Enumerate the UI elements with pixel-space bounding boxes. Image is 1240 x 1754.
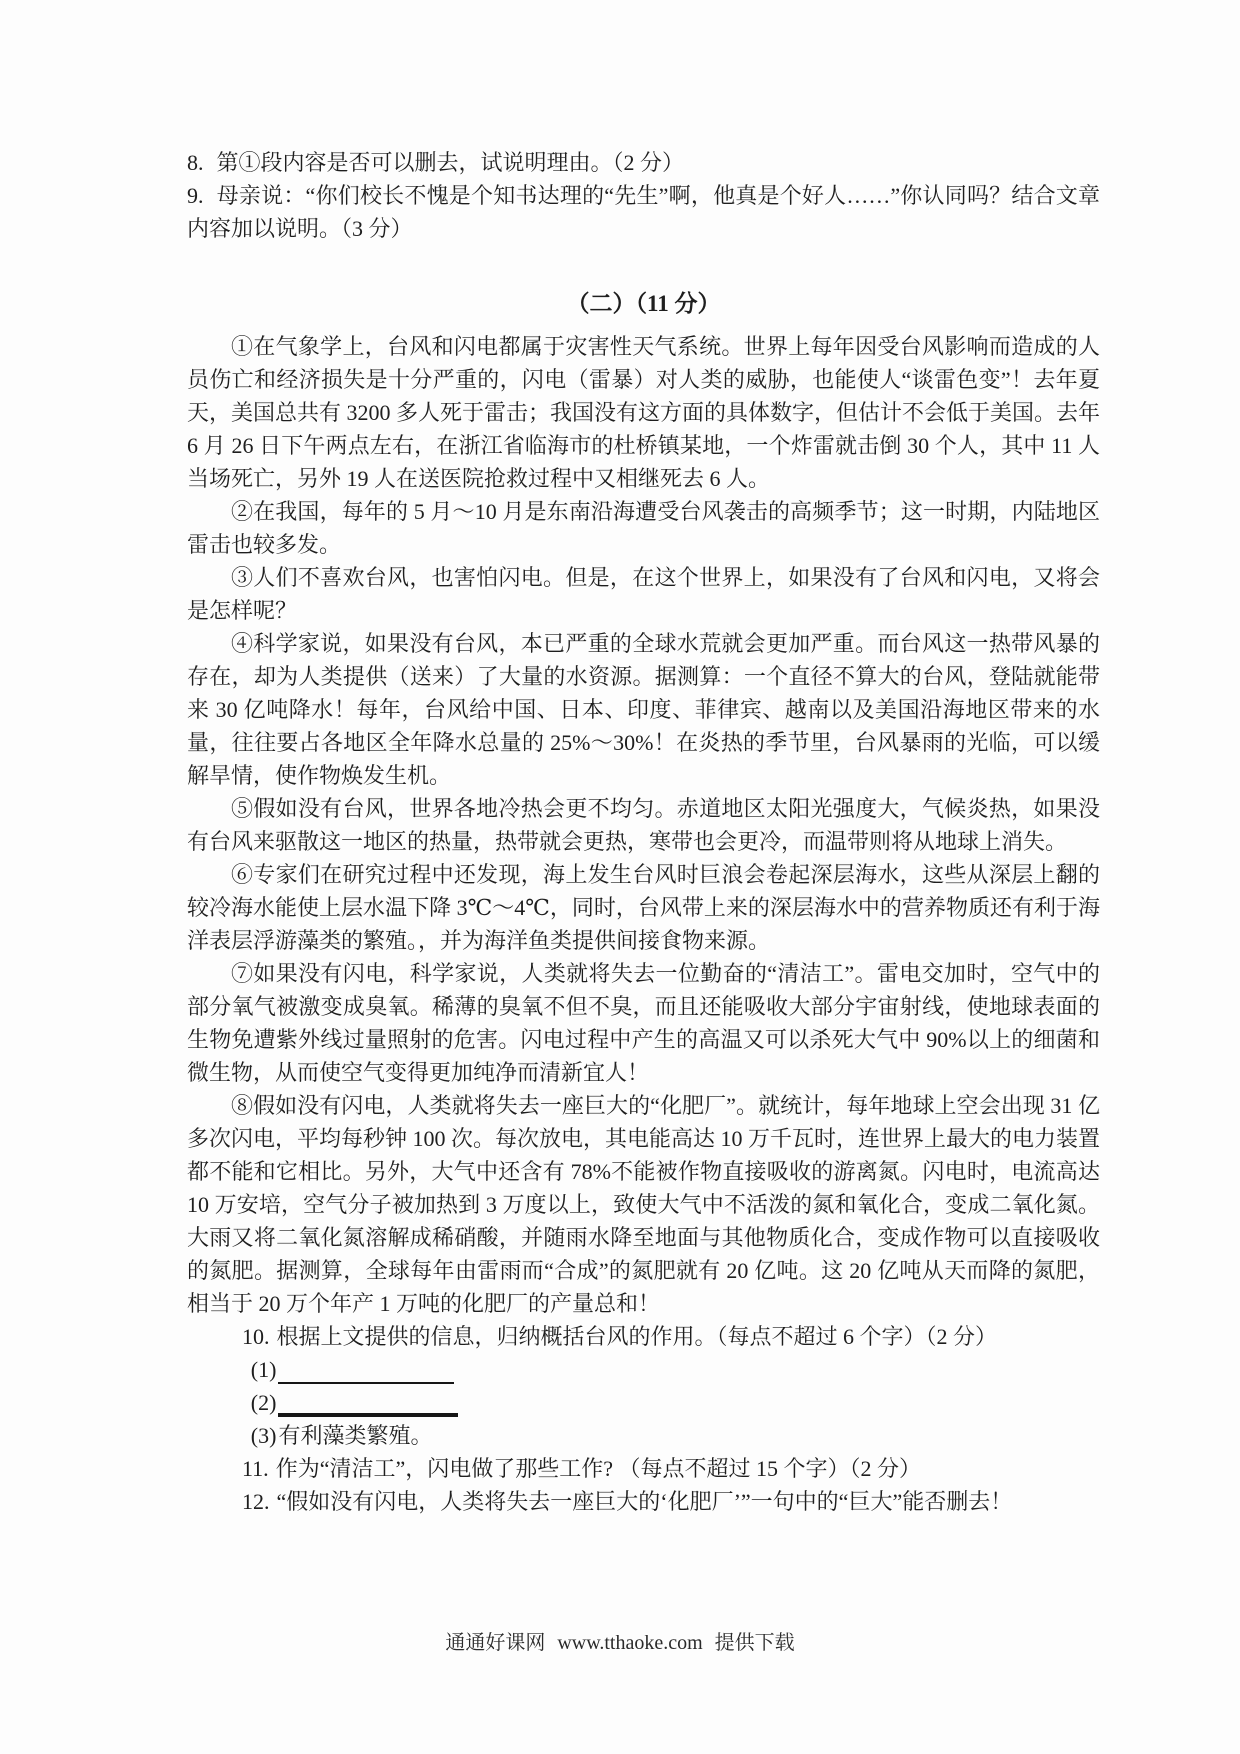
question-10 — [187, 1320, 1100, 1353]
question-12-text: “假如没有闪电，人类将失去一座巨大的‘化肥厂’”一句中的“巨大”能否删去！ — [276, 1489, 1013, 1514]
question-9-number: 9. — [187, 183, 204, 208]
question-8 — [187, 146, 1100, 179]
question-8-text: 第①段内容是否可以删去，试说明理由。（2 分） — [216, 150, 685, 175]
question-9-text: 母亲说：“你们校长不愧是个知书达理的“先生”啊，他真是个好人……”你认同吗？结合文章内容加以说明。（3 分） — [187, 183, 1100, 241]
article-paragraph-7: ⑦如果没有闪电，科学家说，人类就将失去一位勤奋的“清洁工”。雷电交加时，空气中的部分氧气被激变成臭氧。稀薄的臭氧不但不臭，而且还能吸收大部分宇宙射线，使地球表面的生物免遭紫外线过量照射的危害。闪电过程中产生的高温又可以杀死大气中 90%以上的细菌和微生物，从而使空气变得更加纯净而清新宜人！ — [187, 961, 1100, 1085]
question-9 — [187, 179, 1100, 245]
question-8-number: 8. — [187, 150, 204, 175]
question-12-number: 12. — [242, 1489, 270, 1514]
answer-blank-1 — [187, 1353, 1100, 1386]
article-paragraph-1: ①在气象学上，台风和闪电都属于灾害性天气系统。世界上每年因受台风影响而造成的人员伤亡和经济损失是十分严重的，闪电（雷暴）对人类的威胁，也能使人“谈雷色变”！去年夏天，美国总共有 3200 多人死于雷击；我国没有这方面的具体数字，但估计不会低于美国。去年 6 月 26 日下午两点左右，在浙江省临海市的杜桥镇某地，一个炸雷就击倒 30 个人，其中 11 人当场死亡，另外 19 人在送医院抢救过程中又相继死去 6 人。 — [187, 334, 1101, 491]
article-paragraph-2: ②在我国，每年的 5 月～10 月是东南沿海遭受台风袭击的高频季节；这一时期，内陆地区雷击也较多发。 — [187, 499, 1100, 557]
section-heading: （二）（11 分） — [566, 291, 721, 316]
question-10-text: 根据上文提供的信息，归纳概括台风的作用。（每点不超过 6 个字）（2 分） — [276, 1324, 998, 1349]
footer-suffix: 提供下载 — [714, 1632, 795, 1654]
question-11-text: 作为“清洁工”，闪电做了那些工作? （每点不超过 15 个字）（2 分） — [275, 1456, 921, 1481]
document-content — [187, 146, 1100, 1518]
footer-site-name: 通通好课网 — [445, 1632, 546, 1654]
answer-blank-2-underline — [278, 1389, 458, 1417]
answer-blank-3 — [187, 1419, 1100, 1452]
question-11-number: 11. — [242, 1456, 269, 1481]
answer-blank-3-text: 有利藻类繁殖。 — [278, 1423, 433, 1448]
article-paragraph-8: ⑧假如没有闪电，人类就将失去一座巨大的“化肥厂”。就统计，每年地球上空会出现 31 亿多次闪电，平均每秒钟 100 次。每次放电，其电能高达 10 万千瓦时，连世界上最大的电力装置都不能和它相比。另外，大气中还含有 78%不能被作物直接吸收的游离氮。闪电时，电流高达 10 万安培，空气分子被加热到 3 万度以上，致使大气中不活泼的氮和氧化合，变成二氧化氮。大雨又将二氧化氮溶解成稀硝酸，并随雨水降至地面与其他物质化合，变成作物可以直接吸收的氮肥。据测算，全球每年由雷雨而“合成”的氮肥就有 20 亿吨。这 20 亿吨从天而降的氮肥，相当于 20 万个年产 1 万吨的化肥厂的产量总和！ — [187, 1093, 1101, 1316]
answer-blank-1-label: (1) — [250, 1357, 277, 1382]
question-11 — [187, 1452, 1100, 1485]
article-paragraph-5: ⑤假如没有台风，世界各地冷热会更不均匀。赤道地区太阳光强度大，气候炎热，如果没有台风来驱散这一地区的热量，热带就会更热，寒带也会更冷，而温带则将从地球上消失。 — [187, 796, 1100, 854]
footer-url: www.tthaoke.com — [557, 1632, 703, 1654]
article-paragraph-4: ④科学家说，如果没有台风，本已严重的全球水荒就会更加严重。而台风这一热带风暴的存在，却为人类提供（送来）了大量的水资源。据测算：一个直径不算大的台风，登陆就能带来 30 亿吨降水！每年，台风给中国、日本、印度、菲律宾、越南以及美国沿海地区带来的水量，往往要占各地区全年降水总量的 25%～30%！在炎热的季节里，台风暴雨的光临，可以缓解旱情，使作物焕发生机。 — [187, 631, 1100, 788]
question-10-number: 10. — [242, 1324, 270, 1349]
page-footer — [0, 1630, 1240, 1656]
answer-blank-1-underline — [278, 1358, 454, 1384]
question-12 — [187, 1485, 1100, 1518]
article-paragraph-3: ③人们不喜欢台风，也害怕闪电。但是，在这个世界上，如果没有了台风和闪电，又将会是怎样呢？ — [187, 565, 1100, 623]
article-paragraph-6: ⑥专家们在研究过程中还发现，海上发生台风时巨浪会卷起深层海水，这些从深层上翻的较冷海水能使上层水温下降 3℃～4℃，同时，台风带上来的深层海水中的营养物质还有利于海洋表层浮游藻类的繁殖。，并为海洋鱼类提供间接食物来源。 — [187, 862, 1100, 953]
answer-blank-2-label: (2) — [250, 1390, 277, 1415]
answer-blank-2 — [187, 1386, 1100, 1419]
answer-blank-3-label: (3) — [250, 1423, 277, 1448]
